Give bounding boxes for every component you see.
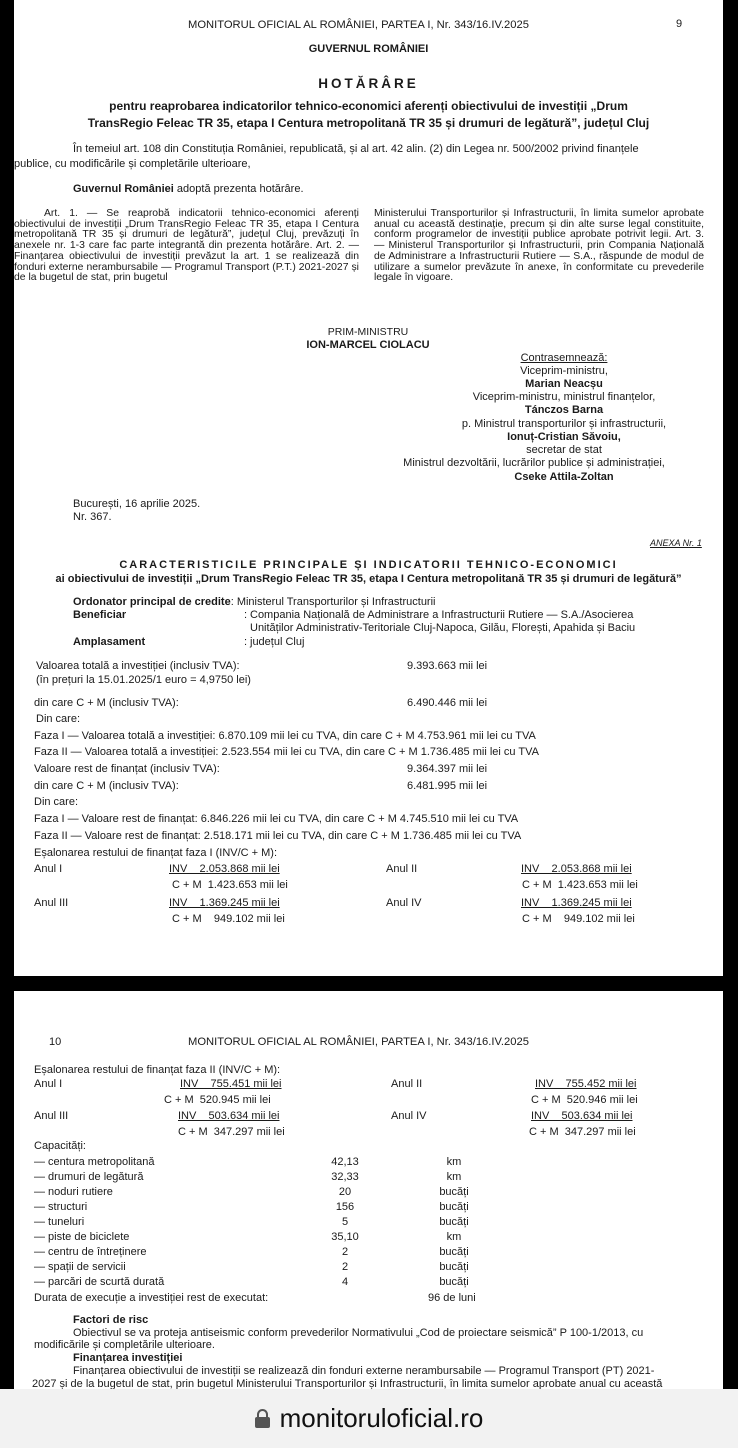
cosign-name: Tánczos Barna bbox=[524, 404, 604, 416]
capacity-unit: bucăți bbox=[439, 1276, 469, 1288]
annex-subtitle: ai obiectivului de investiții „Drum TransRegio Feleac TR 35, etapa I Centura metropolitană TR 35 și drumuri de legătură” bbox=[55, 573, 682, 585]
financing-line-2: 2027 și de la bugetul de stat, prin bugetul Ministerului Transporturilor și Infrastructurii, în limita sumelor aprobate anual cu această bbox=[32, 1378, 663, 1389]
cosign-line: secretar de stat bbox=[526, 444, 602, 456]
cosign-line: Viceprim-ministru, bbox=[520, 365, 608, 377]
adoption-sentence: Guvernul României adoptă prezenta hotărâre. bbox=[73, 183, 304, 195]
capacity-unit: bucăți bbox=[439, 1261, 469, 1273]
capacity-name: — centura metropolitană bbox=[34, 1156, 155, 1168]
duration-value: 96 de luni bbox=[428, 1292, 476, 1304]
year-label: Anul I bbox=[34, 1078, 63, 1090]
capacity-unit: bucăți bbox=[439, 1186, 469, 1198]
amplasament-value: județul Cluj bbox=[250, 636, 305, 648]
capacity-value: 5 bbox=[341, 1216, 349, 1228]
page-header: MONITORUL OFICIAL AL ROMÂNIEI, PARTEA I, Nr. 343/16.IV.2025 bbox=[188, 19, 529, 31]
capacity-value: 42,13 bbox=[331, 1156, 359, 1168]
annex-title: CARACTERISTICILE PRINCIPALE ȘI INDICATORII TEHNICO-ECONOMICI bbox=[119, 559, 618, 571]
year-label: Anul III bbox=[34, 897, 69, 909]
year-cm: C + M 520.946 mii lei bbox=[531, 1094, 638, 1106]
capacity-value: 2 bbox=[341, 1246, 349, 1258]
capacity-value: 2 bbox=[341, 1261, 349, 1273]
din-care-label: Din care: bbox=[36, 713, 81, 725]
page-header: MONITORUL OFICIAL AL ROMÂNIEI, PARTEA I, Nr. 343/16.IV.2025 bbox=[188, 1036, 529, 1048]
capacity-value: 156 bbox=[335, 1201, 355, 1213]
year-cm: C + M 347.297 mii lei bbox=[529, 1126, 636, 1138]
legal-basis-line-2: publice, cu modificările și completările ulterioare, bbox=[14, 158, 251, 170]
risk-line-1: Obiectivul se va proteja antiseismic conform prevederilor Normativului „Cod de proiectare seismică” P 100-1/2013, cu bbox=[73, 1327, 644, 1339]
articles-left-column: Art. 1. — Se reaprobă indicatorii tehnico-economici aferenți obiectivului de investiții „Drum TransRegio Feleac TR 35, etapa I Centura metropolitană TR 35 și drumuri de legătură”, județul Cluj, prevăzuți în anexele nr. 1-3 care fac parte integrantă din prezenta hotărâre. Art. 2. — Finanțarea obiectivului de investiții prevăzut la art. 1 se realizează din fonduri externe nerambursabile — Programul Transport (P.T.) 2021-2027 și de la bugetul de stat, prin bugetul bbox=[14, 208, 359, 284]
capacity-unit: bucăți bbox=[439, 1201, 469, 1213]
phase-1-rest: Faza I — Valoare rest de finanțat: 6.846.226 mii lei cu TVA, din care C + M 4.745.510 mii lei cu TVA bbox=[34, 813, 519, 825]
title-line-2: TransRegio Feleac TR 35, etapa I Centura metropolitană TR 35 și drumuri de legătură”, județul Cluj bbox=[87, 116, 650, 130]
year-label: Anul IV bbox=[386, 897, 422, 909]
year-inv: INV 1.369.245 mii lei bbox=[169, 897, 280, 909]
amplasament-colon: : bbox=[244, 636, 248, 648]
prices-note: (în prețuri la 15.01.2025/1 euro = 4,9750 lei) bbox=[36, 674, 251, 686]
capacity-name: — structuri bbox=[34, 1201, 88, 1213]
financing-line-1: Finanțarea obiectivului de investiții se realizează din fonduri externe nerambursabile — Programul Transport (PT) 2021- bbox=[73, 1365, 655, 1377]
browser-address-bar[interactable] bbox=[0, 1389, 738, 1448]
capacity-unit: km bbox=[446, 1171, 462, 1183]
capacity-name: — drumuri de legătură bbox=[34, 1171, 144, 1183]
capacity-unit: km bbox=[446, 1156, 462, 1168]
capacity-value: 32,33 bbox=[331, 1171, 359, 1183]
cm-value: 6.490.446 mii lei bbox=[407, 697, 488, 709]
year-inv: INV 2.053.868 mii lei bbox=[521, 863, 632, 875]
year-label: Anul III bbox=[34, 1110, 69, 1122]
year-label: Anul II bbox=[391, 1078, 423, 1090]
din-care-label: Din care: bbox=[34, 796, 79, 808]
year-cm: C + M 949.102 mii lei bbox=[522, 913, 635, 925]
capacity-name: — piste de biciclete bbox=[34, 1231, 130, 1243]
duration-label: Durata de execuție a investiției rest de executat: bbox=[34, 1292, 269, 1304]
year-inv: INV 755.451 mii lei bbox=[180, 1078, 282, 1090]
phase-1-schedule-title: Eșalonarea restului de finanțat faza I (INV/C + M): bbox=[34, 847, 278, 859]
place-date: București, 16 aprilie 2025. bbox=[73, 498, 201, 510]
year-inv: INV 1.369.245 mii lei bbox=[521, 897, 632, 909]
capacity-unit: bucăți bbox=[439, 1246, 469, 1258]
annex-label: ANEXA Nr. 1 bbox=[650, 538, 702, 548]
total-value: 9.393.663 mii lei bbox=[407, 660, 488, 672]
issuer: GUVERNUL ROMÂNIEI bbox=[308, 43, 429, 55]
phase-1-total: Faza I — Valoarea totală a investiției: 6.870.109 mii lei cu TVA, din care C + M 4.753.961 mii lei cu TVA bbox=[34, 730, 536, 742]
lock-icon bbox=[255, 1417, 270, 1428]
capacity-name: — centru de întreținere bbox=[34, 1246, 147, 1258]
document-page-10 bbox=[14, 991, 723, 1389]
phase-2-rest: Faza II — Valoare rest de finanțat: 2.518.171 mii lei cu TVA, din care C + M 1.736.485 mii lei cu TVA bbox=[34, 830, 522, 842]
document-page-9 bbox=[14, 0, 723, 976]
cosign-name: Cseke Attila-Zoltan bbox=[514, 471, 614, 483]
capacity-value: 4 bbox=[341, 1276, 349, 1288]
beneficiar-value-1: Compania Națională de Administrare a Infrastructurii Rutiere — S.A./Asocierea bbox=[250, 609, 634, 621]
beneficiar-label: Beneficiar bbox=[73, 609, 127, 621]
rest-cm-label: din care C + M (inclusiv TVA): bbox=[34, 780, 179, 792]
cosign-line: Ministrul dezvoltării, lucrărilor publice și administrației, bbox=[403, 457, 665, 469]
year-cm: C + M 949.102 mii lei bbox=[172, 913, 285, 925]
year-inv: INV 503.634 mii lei bbox=[178, 1110, 280, 1122]
url-text: monitoruloficial.ro bbox=[279, 1403, 484, 1433]
risk-line-2: modificările și completările ulterioare. bbox=[34, 1339, 215, 1351]
pm-name: ION-MARCEL CIOLACU bbox=[306, 339, 430, 351]
year-label: Anul I bbox=[34, 863, 63, 875]
capacity-name: — parcări de scurtă durată bbox=[34, 1276, 165, 1288]
year-inv: INV 503.634 mii lei bbox=[531, 1110, 633, 1122]
year-label: Anul II bbox=[386, 863, 418, 875]
risk-title: Factori de risc bbox=[73, 1314, 149, 1326]
year-cm: C + M 520.945 mii lei bbox=[164, 1094, 271, 1106]
cm-label: din care C + M (inclusiv TVA): bbox=[34, 697, 179, 709]
capacities-title: Capacități: bbox=[34, 1140, 86, 1152]
cosign-line: p. Ministrul transporturilor și infrastructurii, bbox=[461, 418, 667, 430]
capacity-unit: bucăți bbox=[439, 1216, 469, 1228]
year-inv: INV 755.452 mii lei bbox=[535, 1078, 637, 1090]
financing-title: Finanțarea investiției bbox=[73, 1352, 183, 1364]
rest-cm-value: 6.481.995 mii lei bbox=[407, 780, 488, 792]
year-cm: C + M 1.423.653 mii lei bbox=[172, 879, 288, 891]
page-number: 9 bbox=[676, 18, 683, 30]
capacity-name: — tuneluri bbox=[34, 1216, 85, 1228]
capacity-name: — spații de servicii bbox=[34, 1261, 126, 1273]
capacity-value: 35,10 bbox=[331, 1231, 359, 1243]
page-number: 10 bbox=[49, 1036, 62, 1048]
amplasament-label: Amplasament bbox=[73, 636, 146, 648]
document-type: HOTĂRÂRE bbox=[318, 76, 419, 91]
total-value-label: Valoarea totală a investiției (inclusiv TVA): bbox=[36, 660, 240, 672]
cosign-line: Viceprim-ministru, ministrul finanțelor, bbox=[472, 391, 656, 403]
beneficiar-value-2: Unităților Administrativ-Teritoriale Cluj-Napoca, Gilău, Florești, Apahida și Baciu bbox=[250, 622, 636, 634]
rest-value-label: Valoare rest de finanțat (inclusiv TVA): bbox=[34, 763, 220, 775]
capacity-unit: km bbox=[446, 1231, 462, 1243]
pm-title: PRIM-MINISTRU bbox=[327, 326, 409, 338]
cosign-name: Ionuț-Cristian Săvoiu, bbox=[507, 431, 621, 443]
legal-basis-line-1: În temeiul art. 108 din Constituția României, republicată, și al art. 42 alin. (2) din Legea nr. 500/2002 privind finanțele bbox=[73, 143, 639, 155]
cosign-name: Marian Neacșu bbox=[525, 378, 603, 390]
phase-2-total: Faza II — Valoarea totală a investiției: 2.523.554 mii lei cu TVA, din care C + M 1.736.485 mii lei cu TVA bbox=[34, 746, 539, 758]
year-label: Anul IV bbox=[391, 1110, 427, 1122]
ordonator-row: Ordonator principal de credite: Ministerul Transporturilor și Infrastructurii bbox=[73, 596, 436, 608]
beneficiar-colon: : bbox=[244, 609, 248, 621]
year-cm: C + M 1.423.653 mii lei bbox=[522, 879, 638, 891]
capacity-value: 20 bbox=[338, 1186, 352, 1198]
rest-value: 9.364.397 mii lei bbox=[407, 763, 488, 775]
articles-right-column: Ministerului Transporturilor și Infrastructurii, în limita sumelor aprobate anual cu această destinație, precum și din alte surse legal constituite, conform programelor de investiții publice aprobate potrivit legii. Art. 3. — Ministerul Transporturilor și Infrastructurii, prin Compania Națională de Administrare a Infrastructurii Rutiere — S.A., răspunde de modul de utilizare a sumelor prevăzute în anexe, în conformitate cu prevederile legale în vigoare. bbox=[374, 208, 704, 284]
cosign-heading: Contrasemnează: bbox=[520, 352, 608, 364]
capacity-name: — noduri rutiere bbox=[34, 1186, 113, 1198]
url-display[interactable] bbox=[0, 1403, 738, 1433]
year-inv: INV 2.053.868 mii lei bbox=[169, 863, 280, 875]
title-line-1: pentru reaprobarea indicatorilor tehnico-economici aferenți obiectivului de investiții „Drum bbox=[109, 99, 628, 113]
phase-2-schedule-title: Eșalonarea restului de finanțat faza II (INV/C + M): bbox=[34, 1064, 281, 1076]
decision-number: Nr. 367. bbox=[73, 511, 112, 523]
year-cm: C + M 347.297 mii lei bbox=[178, 1126, 285, 1138]
